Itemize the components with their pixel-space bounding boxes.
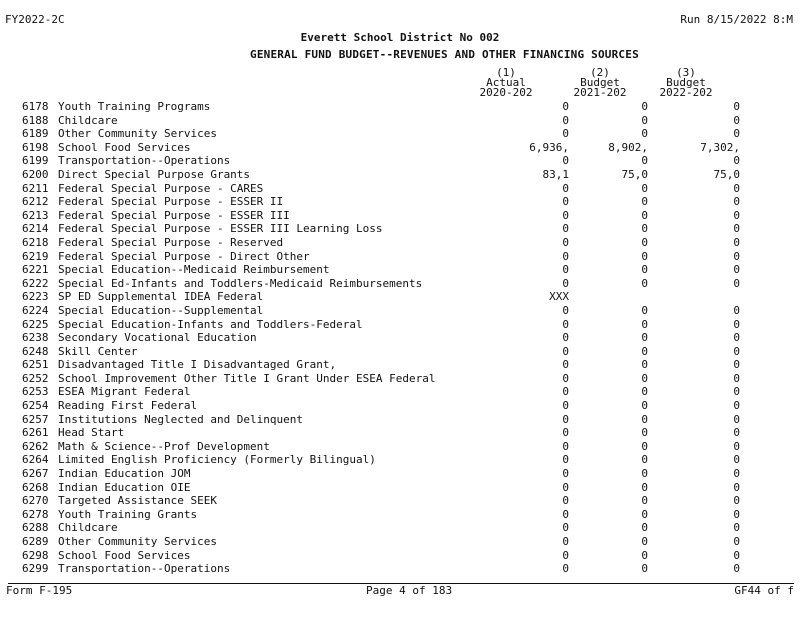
- budget-current-value: 0: [641, 181, 648, 195]
- account-description: Federal Special Purpose - CARES: [58, 181, 264, 195]
- account-code: 6223: [22, 290, 49, 304]
- account-description: Youth Training Programs: [58, 100, 211, 113]
- column-number: (1): [496, 66, 516, 79]
- actual-value: XXX: [549, 290, 569, 304]
- account-code: 6219: [22, 249, 49, 263]
- actual-value: 0: [562, 195, 569, 209]
- budget-current-value: 0: [641, 507, 648, 521]
- account-description: School Food Services: [58, 548, 191, 562]
- actual-value: 0: [562, 181, 569, 195]
- column-label: Budget: [666, 76, 706, 89]
- column-years: 2022-202: [659, 86, 713, 99]
- actual-value: 0: [562, 494, 569, 508]
- account-description: Targeted Assistance SEEK: [58, 494, 217, 508]
- budget-next-value: 0: [733, 235, 740, 249]
- table-row: [22, 535, 782, 549]
- column-number: (2): [590, 66, 610, 79]
- form-code: GF44 of f: [734, 584, 794, 597]
- budget-next-value: 0: [733, 127, 740, 141]
- account-code: 6199: [22, 154, 49, 168]
- budget-next-value: 0: [733, 195, 740, 209]
- actual-value: 0: [562, 331, 569, 345]
- budget-current-value: 0: [641, 521, 648, 535]
- budget-current-value: 0: [641, 127, 648, 141]
- budget-next-value: 0: [733, 521, 740, 535]
- budget-next-value: 0: [733, 548, 740, 562]
- page-indicator: Page 4 of 183: [366, 584, 453, 597]
- budget-next-value: 0: [733, 439, 740, 453]
- budget-current-value: 0: [641, 263, 648, 277]
- run-date-stamp: Run 8/15/2022 8:M: [680, 13, 793, 26]
- table-row: [22, 372, 782, 386]
- table-row: [22, 481, 782, 495]
- table-row: [22, 195, 782, 209]
- budget-next-value: 0: [733, 222, 740, 236]
- budget-current-value: 0: [641, 276, 648, 290]
- account-description: SP ED Supplemental IDEA Federal: [58, 290, 264, 304]
- report-subtitle: GENERAL FUND BUDGET--REVENUES AND OTHER FINANCING SOURCES: [250, 48, 639, 61]
- budget-next-value: 0: [733, 535, 740, 548]
- actual-value: 0: [562, 127, 569, 141]
- actual-value: 0: [562, 385, 569, 399]
- budget-current-value: 0: [641, 412, 648, 426]
- account-code: 6254: [22, 399, 49, 413]
- column-years: 2021-202: [573, 86, 627, 99]
- account-code: 6213: [22, 208, 49, 222]
- budget-current-value: 0: [641, 385, 648, 399]
- actual-value: 0: [562, 113, 569, 127]
- budget-next-value: 0: [733, 467, 740, 481]
- account-description: Special Education--Supplemental: [58, 303, 264, 317]
- account-code: 6225: [22, 317, 49, 331]
- table-row: [22, 250, 782, 264]
- account-code: 6299: [22, 562, 49, 576]
- table-row: [22, 345, 782, 359]
- actual-value: 0: [562, 562, 569, 576]
- budget-next-value: 0: [733, 385, 740, 399]
- table-row: [22, 222, 782, 236]
- budget-current-value: 0: [641, 399, 648, 413]
- table-row: [22, 467, 782, 481]
- budget-next-value: 0: [733, 317, 740, 331]
- table-row: [22, 127, 782, 141]
- form-number: Form F-195: [6, 584, 73, 597]
- account-code: 6289: [22, 535, 49, 548]
- account-description: Head Start: [58, 426, 125, 440]
- table-row: [22, 413, 782, 427]
- budget-next-value: 0: [733, 507, 740, 521]
- account-code: 6212: [22, 195, 49, 209]
- column-years: 2020-202: [479, 86, 533, 99]
- table-row: [22, 549, 782, 563]
- budget-current-value: 0: [641, 426, 648, 440]
- budget-current-value: 0: [641, 358, 648, 372]
- budget-next-value: 0: [733, 276, 740, 290]
- actual-value: 0: [562, 303, 569, 317]
- account-code: 6288: [22, 521, 49, 535]
- account-description: Direct Special Purpose Grants: [58, 167, 251, 181]
- actual-value: 0: [562, 317, 569, 331]
- account-code: 6211: [22, 181, 49, 195]
- budget-next-value: 0: [733, 303, 740, 317]
- account-code: 6252: [22, 371, 49, 385]
- actual-value: 0: [562, 535, 569, 548]
- account-code: 6238: [22, 331, 49, 345]
- actual-value: 0: [562, 453, 569, 467]
- budget-current-value: 0: [641, 100, 648, 113]
- table-row: [22, 263, 782, 277]
- budget-next-value: 0: [733, 562, 740, 576]
- account-description: Childcare: [58, 113, 118, 127]
- actual-value: 0: [562, 399, 569, 413]
- actual-value: 0: [562, 439, 569, 453]
- account-code: 6253: [22, 385, 49, 399]
- budget-next-value: 0: [733, 344, 740, 358]
- account-description: Federal Special Purpose - Direct Other: [58, 249, 310, 263]
- actual-value: 0: [562, 371, 569, 385]
- table-row: [22, 182, 782, 196]
- account-code: 6214: [22, 222, 49, 236]
- account-description: Institutions Neglected and Delinquent: [58, 412, 304, 426]
- account-code: 6221: [22, 263, 49, 277]
- budget-current-value: 0: [641, 235, 648, 249]
- table-row: [22, 453, 782, 467]
- budget-current-value: 0: [641, 453, 648, 467]
- actual-value: 0: [562, 100, 569, 113]
- account-description: Other Community Services: [58, 535, 217, 548]
- fiscal-year-label: FY2022-2C: [5, 13, 65, 26]
- budget-current-value: 0: [641, 249, 648, 263]
- budget-current-value: 0: [641, 208, 648, 222]
- budget-current-value: 8,902,: [608, 140, 648, 154]
- table-row: [22, 358, 782, 372]
- budget-current-value: 0: [641, 439, 648, 453]
- account-description: Special Ed-Infants and Toddlers-Medicaid Reimbursements: [58, 276, 423, 290]
- budget-current-value: 0: [641, 317, 648, 331]
- account-code: 6264: [22, 453, 49, 467]
- table-row: [22, 168, 782, 182]
- table-row: [22, 508, 782, 522]
- account-description: Reading First Federal: [58, 399, 198, 413]
- table-row: [22, 426, 782, 440]
- table-row: [22, 440, 782, 454]
- table-row: [22, 290, 782, 304]
- budget-current-value: 0: [641, 548, 648, 562]
- budget-next-value: 0: [733, 113, 740, 127]
- actual-value: 0: [562, 154, 569, 168]
- budget-next-value: 0: [733, 154, 740, 168]
- actual-value: 0: [562, 263, 569, 277]
- table-row: [22, 494, 782, 508]
- account-code: 6257: [22, 412, 49, 426]
- table-row: [22, 100, 782, 114]
- budget-current-value: 0: [641, 535, 648, 548]
- account-code: 6222: [22, 276, 49, 290]
- actual-value: 0: [562, 548, 569, 562]
- column-number: (3): [676, 66, 696, 79]
- account-description: Math & Science--Prof Development: [58, 439, 270, 453]
- account-code: 6270: [22, 494, 49, 508]
- budget-next-value: 0: [733, 181, 740, 195]
- account-code: 6262: [22, 439, 49, 453]
- table-row: [22, 399, 782, 413]
- budget-next-value: 0: [733, 412, 740, 426]
- account-code: 6251: [22, 358, 49, 372]
- budget-current-value: 75,0: [621, 167, 648, 181]
- account-description: Special Education-Infants and Toddlers-Federal: [58, 317, 363, 331]
- account-description: Childcare: [58, 521, 118, 535]
- account-description: Federal Special Purpose - Reserved: [58, 235, 284, 249]
- account-description: Transportation--Operations: [58, 154, 231, 168]
- budget-current-value: 0: [641, 494, 648, 508]
- account-code: 6268: [22, 480, 49, 494]
- account-description: Federal Special Purpose - ESSER III Learning Loss: [58, 222, 383, 236]
- account-code: 6178: [22, 100, 49, 113]
- budget-next-value: 7,302,: [700, 140, 740, 154]
- budget-next-value: 0: [733, 453, 740, 467]
- account-description: Indian Education JOM: [58, 467, 191, 481]
- budget-next-value: 0: [733, 358, 740, 372]
- account-code: 6198: [22, 140, 49, 154]
- budget-next-value: 0: [733, 331, 740, 345]
- budget-next-value: 0: [733, 263, 740, 277]
- actual-value: 0: [562, 208, 569, 222]
- budget-current-value: 0: [641, 467, 648, 481]
- table-row: [22, 521, 782, 535]
- account-code: 6298: [22, 548, 49, 562]
- account-description: Federal Special Purpose - ESSER III: [58, 208, 290, 222]
- actual-value: 0: [562, 358, 569, 372]
- budget-current-value: 0: [641, 195, 648, 209]
- account-description: Other Community Services: [58, 127, 217, 141]
- budget-current-value: 0: [641, 222, 648, 236]
- account-description: Special Education--Medicaid Reimbursement: [58, 263, 330, 277]
- table-row: [22, 331, 782, 345]
- actual-value: 83,1: [542, 167, 569, 181]
- budget-current-value: 0: [641, 331, 648, 345]
- actual-value: 0: [562, 344, 569, 358]
- table-row: [22, 141, 782, 155]
- table-row: [22, 304, 782, 318]
- actual-value: 0: [562, 467, 569, 481]
- budget-next-value: 0: [733, 208, 740, 222]
- account-description: Skill Center: [58, 344, 138, 358]
- actual-value: 0: [562, 249, 569, 263]
- revenue-table: [22, 100, 782, 576]
- actual-value: 0: [562, 426, 569, 440]
- account-code: 6189: [22, 127, 49, 141]
- account-code: 6188: [22, 113, 49, 127]
- budget-current-value: 0: [641, 480, 648, 494]
- account-code: 6261: [22, 426, 49, 440]
- account-code: 6224: [22, 303, 49, 317]
- column-label: Actual: [486, 76, 526, 89]
- account-description: ESEA Migrant Federal: [58, 385, 191, 399]
- table-row: [22, 318, 782, 332]
- district-title: Everett School District No 002: [300, 31, 500, 44]
- column-header-budget-current: [560, 68, 640, 98]
- budget-current-value: 0: [641, 371, 648, 385]
- budget-current-value: 0: [641, 344, 648, 358]
- account-code: 6267: [22, 467, 49, 481]
- table-row: [22, 236, 782, 250]
- budget-next-value: 0: [733, 399, 740, 413]
- actual-value: 0: [562, 521, 569, 535]
- budget-current-value: 0: [641, 303, 648, 317]
- budget-next-value: 0: [733, 494, 740, 508]
- account-code: 6248: [22, 344, 49, 358]
- budget-current-value: 0: [641, 113, 648, 127]
- table-row: [22, 114, 782, 128]
- account-description: Disadvantaged Title I Disadvantaged Grant,: [58, 358, 337, 372]
- budget-current-value: 0: [641, 154, 648, 168]
- actual-value: 0: [562, 276, 569, 290]
- budget-next-value: 0: [733, 249, 740, 263]
- actual-value: 0: [562, 235, 569, 249]
- actual-value: 0: [562, 412, 569, 426]
- column-header-actual: [466, 68, 546, 98]
- account-description: Transportation--Operations: [58, 562, 231, 576]
- budget-next-value: 0: [733, 426, 740, 440]
- actual-value: 6,936,: [529, 140, 569, 154]
- account-description: Secondary Vocational Education: [58, 331, 257, 345]
- account-code: 6218: [22, 235, 49, 249]
- account-description: Indian Education OIE: [58, 480, 191, 494]
- table-row: [22, 562, 782, 576]
- account-code: 6200: [22, 167, 49, 181]
- account-code: 6278: [22, 507, 49, 521]
- actual-value: 0: [562, 507, 569, 521]
- account-description: Federal Special Purpose - ESSER II: [58, 195, 284, 209]
- table-row: [22, 277, 782, 291]
- column-label: Budget: [580, 76, 620, 89]
- column-header-budget-next: [646, 68, 726, 98]
- table-row: [22, 209, 782, 223]
- budget-current-value: 0: [641, 562, 648, 576]
- actual-value: 0: [562, 222, 569, 236]
- account-description: School Food Services: [58, 140, 191, 154]
- account-description: Limited English Proficiency (Formerly Bilingual): [58, 453, 376, 467]
- budget-next-value: 0: [733, 371, 740, 385]
- account-description: Youth Training Grants: [58, 507, 198, 521]
- table-row: [22, 154, 782, 168]
- actual-value: 0: [562, 480, 569, 494]
- budget-next-value: 0: [733, 480, 740, 494]
- account-description: School Improvement Other Title I Grant Under ESEA Federal: [58, 371, 436, 385]
- budget-next-value: 75,0: [713, 167, 740, 181]
- budget-next-value: 0: [733, 100, 740, 113]
- table-row: [22, 385, 782, 399]
